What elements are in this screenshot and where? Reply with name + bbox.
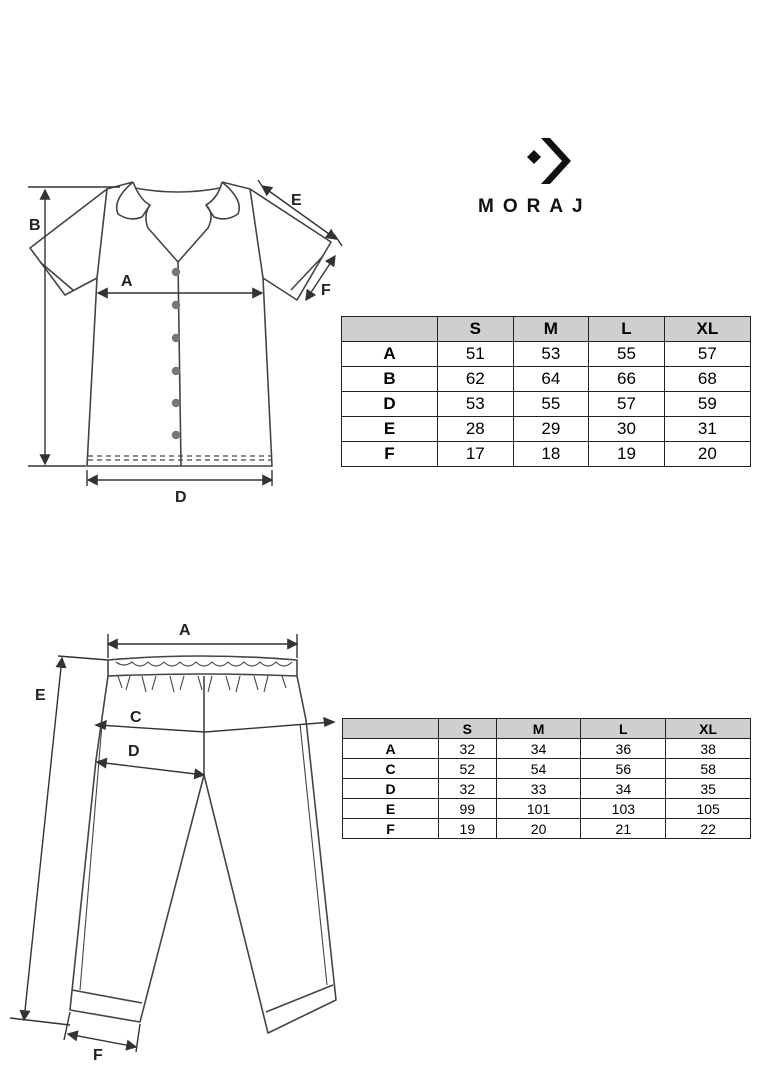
table-cell: 105 — [666, 799, 751, 819]
shirt-label-e: E — [291, 192, 302, 209]
table-row — [343, 779, 751, 799]
table-cell: 31 — [664, 417, 750, 442]
shirt-label-b: B — [29, 217, 41, 234]
table-cell: 30 — [589, 417, 665, 442]
table-row — [343, 799, 751, 819]
table-cell: 103 — [581, 799, 666, 819]
table-cell: 57 — [589, 392, 665, 417]
table-cell: 56 — [581, 759, 666, 779]
table-cell: 29 — [513, 417, 589, 442]
table-cell: 53 — [438, 392, 514, 417]
table-cell: 64 — [513, 367, 589, 392]
table-cell: 35 — [666, 779, 751, 799]
table-cell: 32 — [439, 779, 497, 799]
pants-right-leg — [204, 676, 336, 1033]
table-cell: 21 — [581, 819, 666, 839]
table-cell: 59 — [664, 392, 750, 417]
size-header: L — [581, 719, 666, 739]
table-cell: 66 — [589, 367, 665, 392]
table-cell: 34 — [496, 739, 581, 759]
table-cell: 68 — [664, 367, 750, 392]
table-row — [343, 759, 751, 779]
table-cell: 36 — [581, 739, 666, 759]
row-label: D — [343, 779, 439, 799]
row-label: B — [342, 367, 438, 392]
table-cell: 19 — [439, 819, 497, 839]
shirt-label-a: A — [121, 273, 133, 290]
table-corner-cell — [343, 719, 439, 739]
pants-dim-d-line — [97, 762, 204, 775]
table-cell: 20 — [496, 819, 581, 839]
row-label: F — [342, 442, 438, 467]
pants-label-c: C — [130, 709, 142, 726]
table-cell: 54 — [496, 759, 581, 779]
table-cell: 28 — [438, 417, 514, 442]
table-cell: 62 — [438, 367, 514, 392]
row-label: E — [343, 799, 439, 819]
pants-dim-e-line — [24, 658, 62, 1020]
size-header: L — [589, 317, 665, 342]
pants-dim-f-line — [68, 1034, 136, 1047]
table-cell: 38 — [666, 739, 751, 759]
shirt-label-f: F — [321, 282, 331, 299]
size-header: S — [439, 719, 497, 739]
pants-label-a: A — [179, 622, 191, 639]
size-header: M — [496, 719, 581, 739]
pants-label-f: F — [93, 1047, 103, 1064]
row-label: D — [342, 392, 438, 417]
table-cell: 58 — [666, 759, 751, 779]
table-cell: 19 — [589, 442, 665, 467]
table-cell: 55 — [513, 392, 589, 417]
pants-label-d: D — [128, 743, 140, 760]
table-cell: 55 — [589, 342, 665, 367]
pants-size-table — [342, 718, 751, 839]
size-header: XL — [666, 719, 751, 739]
row-label: E — [342, 417, 438, 442]
row-label: A — [342, 342, 438, 367]
table-cell: 20 — [664, 442, 750, 467]
pants-dim-c-line — [98, 725, 205, 732]
table-cell: 99 — [439, 799, 497, 819]
table-cell: 52 — [439, 759, 497, 779]
table-cell: 17 — [438, 442, 514, 467]
size-header: S — [438, 317, 514, 342]
table-header-row — [343, 719, 751, 739]
table-cell: 34 — [581, 779, 666, 799]
table-cell: 57 — [664, 342, 750, 367]
row-label: F — [343, 819, 439, 839]
table-cell: 101 — [496, 799, 581, 819]
table-row — [343, 739, 751, 759]
table-row — [343, 819, 751, 839]
pants-label-e: E — [35, 687, 46, 704]
table-cell: 53 — [513, 342, 589, 367]
row-label: A — [343, 739, 439, 759]
table-cell: 51 — [438, 342, 514, 367]
table-cell: 33 — [496, 779, 581, 799]
size-header: XL — [664, 317, 750, 342]
size-header: M — [513, 317, 589, 342]
table-cell: 22 — [666, 819, 751, 839]
table-cell: 32 — [439, 739, 497, 759]
row-label: C — [343, 759, 439, 779]
brand-name: MORAJ — [478, 196, 592, 217]
shirt-label-d: D — [175, 489, 187, 506]
table-cell: 18 — [513, 442, 589, 467]
